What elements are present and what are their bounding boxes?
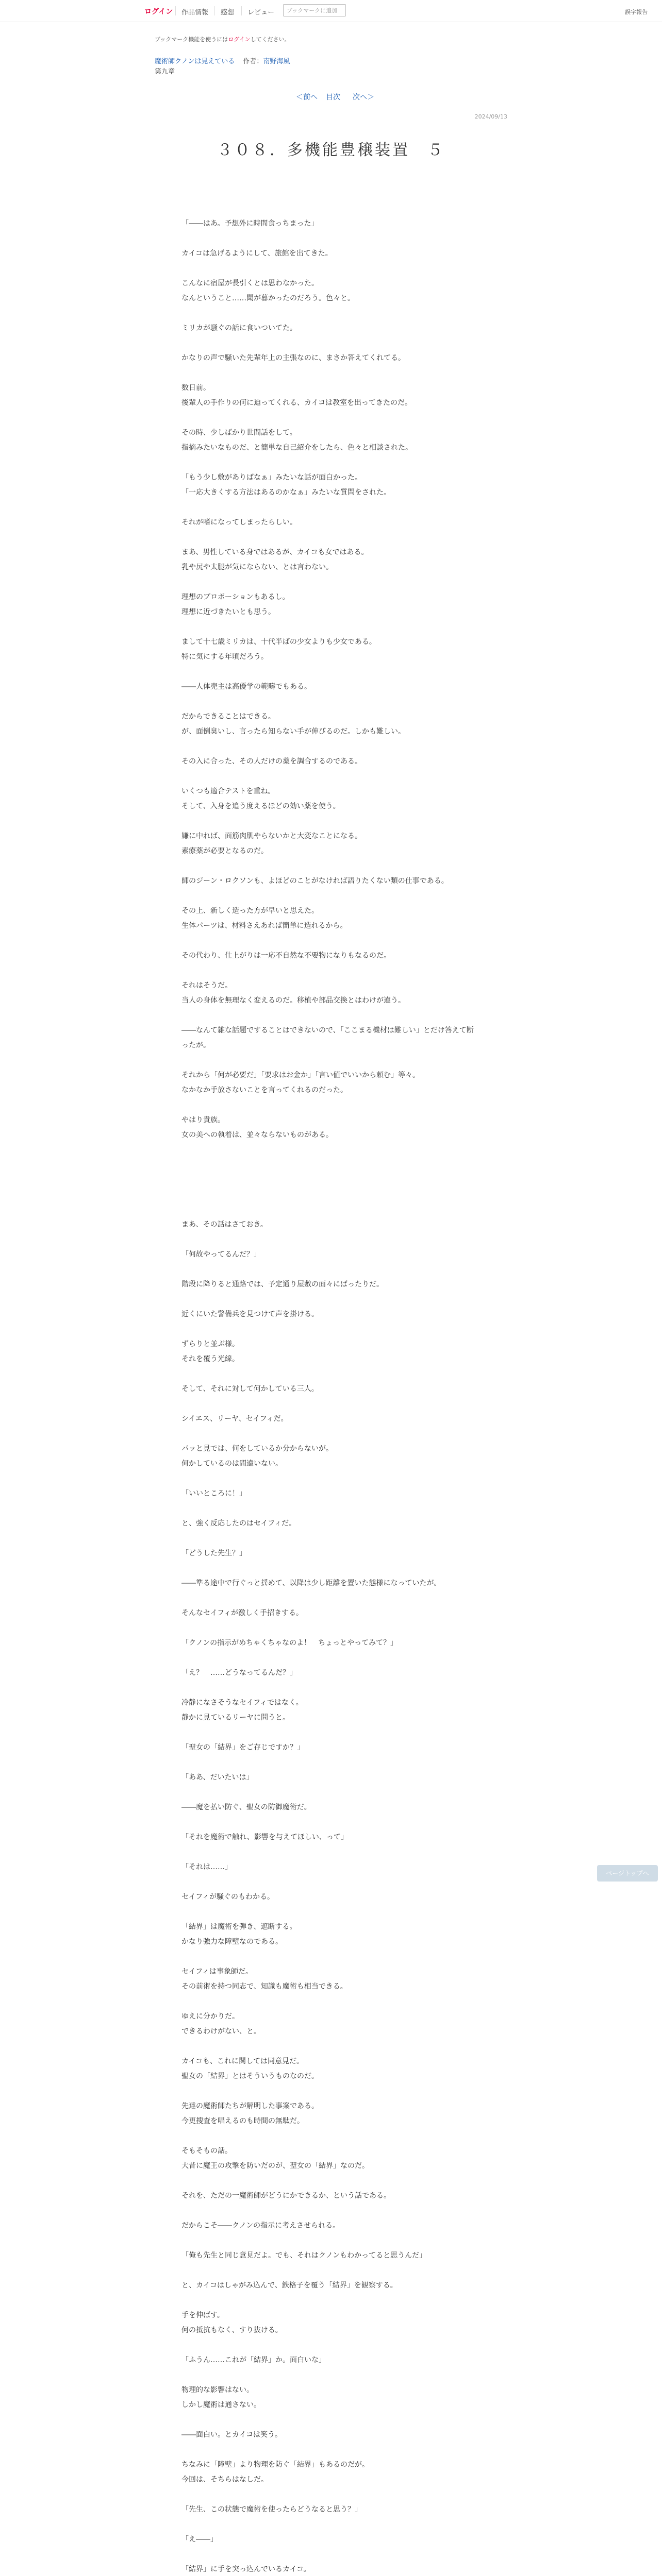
episode-title: ３０８．多機能豊穣装置 ５: [217, 141, 445, 160]
novel-paragraph: 冷静になさそうなセイフィではなく。 静かに見ているリーヤに問うと。: [181, 1699, 303, 1722]
novel-paragraph: 「結界」は魔術を弾き、遮断する。 かなり強力な障壁なのである。: [181, 1923, 297, 1946]
novel-paragraph: ――なんて雑な話題ですることはできないので、「ここまる機材は難しい」とだけ答えて断ったが。: [181, 1026, 474, 1049]
novel-paragraph: 「それを魔術で触れ、影響を与えてほしい、って」: [181, 1833, 348, 1841]
novel-paragraph: 嫌に中れば、面筋肉肌やらないかと大変なことになる。 素療薬が必要となるのだ。: [181, 832, 362, 855]
login-link[interactable]: ログイン: [144, 8, 173, 16]
update-date: 2024/09/13: [474, 113, 507, 120]
novel-paragraph: まして十七歳ミリカは、十代半ばの少女よりも少女である。 特に気にする年頃だろう。: [181, 638, 376, 661]
typo-report-link[interactable]: 誤字報告: [625, 9, 648, 15]
novel-paragraph: 「先生、この状態で魔術を使ったらどうなると思う？」: [181, 2505, 362, 2514]
notice-text: ブックマーク機能を使うには: [155, 36, 228, 43]
novel-paragraph: その代わり、仕上がりは一応不自然な不要物になりもなるのだ。: [181, 952, 391, 960]
novel-paragraph: 「いいところに！」: [181, 1489, 246, 1498]
divider: [214, 6, 215, 15]
novel-paragraph: 「ああ、だいたいは」: [181, 1773, 254, 1782]
toc-link[interactable]: 目次: [326, 93, 340, 101]
nav-work-info[interactable]: 作品情報: [181, 9, 209, 16]
novel-paragraph: 「もう少し敷がありばなぁ」みたいな話が面白かった。 「一応大きくする方法はあるのかなぁ」みたいな質問をされた。: [181, 473, 391, 497]
novel-paragraph: だからできることはできる。 が、面倒臭いし、言ったら知らない手が伸びるのだ。しかも難しい。: [181, 713, 405, 736]
nav-review[interactable]: レビュー: [247, 9, 275, 16]
novel-paragraph: 先達の魔術師たちが解明した事案である。 今更捜査を唱えるのも時間の無駄だ。: [181, 2102, 319, 2125]
novel-paragraph: こんなに宿屋が長引くとは思わなかった。 なんということ……聞が暮かったのだろう。色々と。: [181, 279, 355, 302]
novel-paragraph: その上、新しく造った方が早いと思えた。 生体パーツは、材料さえあれば簡単に造れるから。: [181, 907, 347, 930]
novel-paragraph: 「クノンの指示がめちゃくちゃなのよ！ ちょっとやってみて？」: [181, 1639, 398, 1647]
novel-paragraph: 「それは……」: [181, 1863, 232, 1871]
novel-paragraph: ゆえに分かりだ。 できるわけがない、と。: [181, 2012, 261, 2036]
novel-paragraph: 「え――」: [181, 2535, 218, 2544]
novel-paragraph: [181, 1188, 481, 1202]
novel-paragraph: ミリカが騒ぐの話に食いついてた。: [181, 324, 297, 332]
chapter-label: 第九章: [155, 68, 175, 76]
novel-paragraph: その入に合った、その人だけの薬を調合するのである。: [181, 757, 362, 766]
novel-paragraph: 「何故やってるんだ？」: [181, 1250, 261, 1259]
novel-paragraph: そもそもの話。 大昔に魔王の攻撃を防いだのが、聖女の「結界」なのだ。: [181, 2147, 369, 2170]
novel-paragraph: 「俺も先生と同じ意見だよ。でも、それはクノンもわかってると思うんだ」: [181, 2251, 427, 2260]
author-label: 作者：: [243, 58, 263, 65]
bookmark-button[interactable]: ブックマークに追加: [283, 4, 346, 16]
novel-paragraph: ――面白い。とカイコは笑う。: [181, 2431, 283, 2439]
novel-paragraph: まあ、その話はさておき。: [181, 1221, 268, 1229]
novel-paragraph: 階段に降りると通路では、予定通り屋敷の面々にばったりだ。: [181, 1280, 384, 1289]
novel-paragraph: やはり貴族。 女の美への執着は、並々ならないものがある。: [181, 1116, 333, 1139]
novel-paragraph: そんなセイフィが激しく手招きする。: [181, 1609, 304, 1617]
notice-text-after: してください。: [250, 36, 290, 43]
novel-paragraph: [181, 1158, 481, 1173]
page-top-button[interactable]: ページトップへ: [597, 1865, 658, 1882]
novel-paragraph: 物理的な影響はない。 しかし魔術は通さない。: [181, 2386, 261, 2409]
next-episode-link[interactable]: 次へ＞: [353, 93, 374, 101]
novel-paragraph: 「ふうん……これが「結界」か。面白いな」: [181, 2356, 326, 2364]
series-title-link[interactable]: 魔術師クノンは見えている: [155, 58, 235, 65]
novel-paragraph: それはそうだ。 当人の身体を無理なく変えるのだ。移植や部品交換とはわけが違う。: [181, 981, 405, 1005]
novel-paragraph: 「どうした先生？」: [181, 1549, 246, 1557]
divider: [241, 6, 242, 15]
novel-paragraph: そして、それに対して何かしている三人。: [181, 1385, 319, 1393]
top-navigation-bar: [0, 0, 662, 22]
novel-paragraph: と、カイコはしゃがみ込んで、鉄格子を覆う「結界」を観察する。: [181, 2281, 398, 2290]
novel-paragraph: だからこそ――クノンの指示に考えさせられる。: [181, 2222, 340, 2230]
novel-paragraph: 近くにいた警備兵を見つけて声を掛ける。: [181, 1310, 319, 1318]
novel-paragraph: それから「何が必要だ」「要求はお金か」「言い値でいいから頼む」等々。 なかなか手放さないことを言ってくれるのだった。: [181, 1071, 420, 1094]
novel-paragraph: ちなみに「障壁」より物理を防ぐ「結界」もあるのだが。 今回は、そちらはなしだ。: [181, 2461, 369, 2484]
novel-paragraph: 「結界」に手を突っ込んでいるカイコ。: [181, 2565, 311, 2573]
novel-paragraph: セイフィが騒ぐのもわかる。: [181, 1893, 275, 1901]
novel-paragraph: いくつも適合テストを重ね。 そして、入身を追う度えるほどの効い薬を使う。: [181, 787, 340, 810]
author-link[interactable]: 南野海風: [263, 58, 290, 65]
novel-paragraph: それが嗜になってしまったらしい。: [181, 518, 297, 527]
novel-paragraph: それを、ただの一魔術師がどうにかできるか、という話である。: [181, 2192, 391, 2200]
novel-paragraph: セイフィは事象師だ。 その前術を持つ同志で、知識も魔術も相当できる。: [181, 1968, 347, 1991]
nav-impressions[interactable]: 感想: [221, 9, 235, 16]
author-info: [243, 58, 290, 65]
novel-paragraph: ずらりと並ぶ様。 それを覆う光線。: [181, 1340, 239, 1363]
novel-paragraph: ――準る途中で行ぐっと揺めて、以降は少し距離を置いた態様になっていたが。: [181, 1579, 441, 1587]
novel-paragraph: まあ、男性している身ではあるが、カイコも女ではある。 乳や尻や太腿が気にならない、とは言わない。: [181, 548, 369, 571]
novel-paragraph: ――人体売主は高優学の範疇でもある。: [181, 683, 311, 691]
novel-paragraph: カイコも、これに関しては同意見だ。 聖女の「結界」とはそういうものなのだ。: [181, 2057, 319, 2080]
novel-paragraph: パッと見では、何をしているか分からないが。 何かしているのは間違いない。: [181, 1445, 333, 1468]
login-notice: [155, 35, 290, 43]
novel-paragraph: シイエス、リーヤ、セイフィだ。: [181, 1415, 288, 1423]
notice-login-link[interactable]: ログイン: [228, 36, 251, 43]
divider: [175, 6, 176, 15]
novel-paragraph: かなりの声で騒いた先輩年上の主張なのに、まさか答えてくれてる。: [181, 354, 405, 362]
novel-paragraph: 手を伸ばす。 何の抵抗もなく、すり抜ける。: [181, 2311, 283, 2334]
novel-paragraph: 「――はあ。予想外に時間食っちまった」: [181, 219, 319, 228]
novel-paragraph: 師のジーン・ロクソンも、よほどのことがなければ語りたくない類の仕事である。: [181, 877, 449, 885]
novel-paragraph: 「聖女の「結界」をご存じですか？」: [181, 1743, 304, 1752]
prev-episode-link[interactable]: ＜前へ: [296, 93, 318, 101]
novel-paragraph: 理想のプロポーションもあるし。 理想に近づきたいとも思う。: [181, 593, 290, 616]
novel-paragraph: 数日前。 後輩人の手作りの何に迫ってくれる、カイコは教室を出ってきたのだ。: [181, 384, 412, 407]
novel-paragraph: カイコは急げるようにして、旅館を出てきた。: [181, 249, 333, 258]
novel-paragraph: と、強く反応したのはセイフィだ。: [181, 1519, 296, 1528]
series-info: [155, 56, 290, 65]
novel-paragraph: ――魔を払い防ぐ、聖女の防御魔術だ。: [181, 1803, 311, 1811]
novel-paragraph: 「え？ ……どうなってるんだ？」: [181, 1669, 297, 1677]
novel-paragraph: その時、少しばかり世間話をして。 指摘みたいなものだ、と簡単な自己紹介をしたら、色々と相談された。: [181, 429, 412, 452]
novel-body: [181, 216, 481, 2576]
